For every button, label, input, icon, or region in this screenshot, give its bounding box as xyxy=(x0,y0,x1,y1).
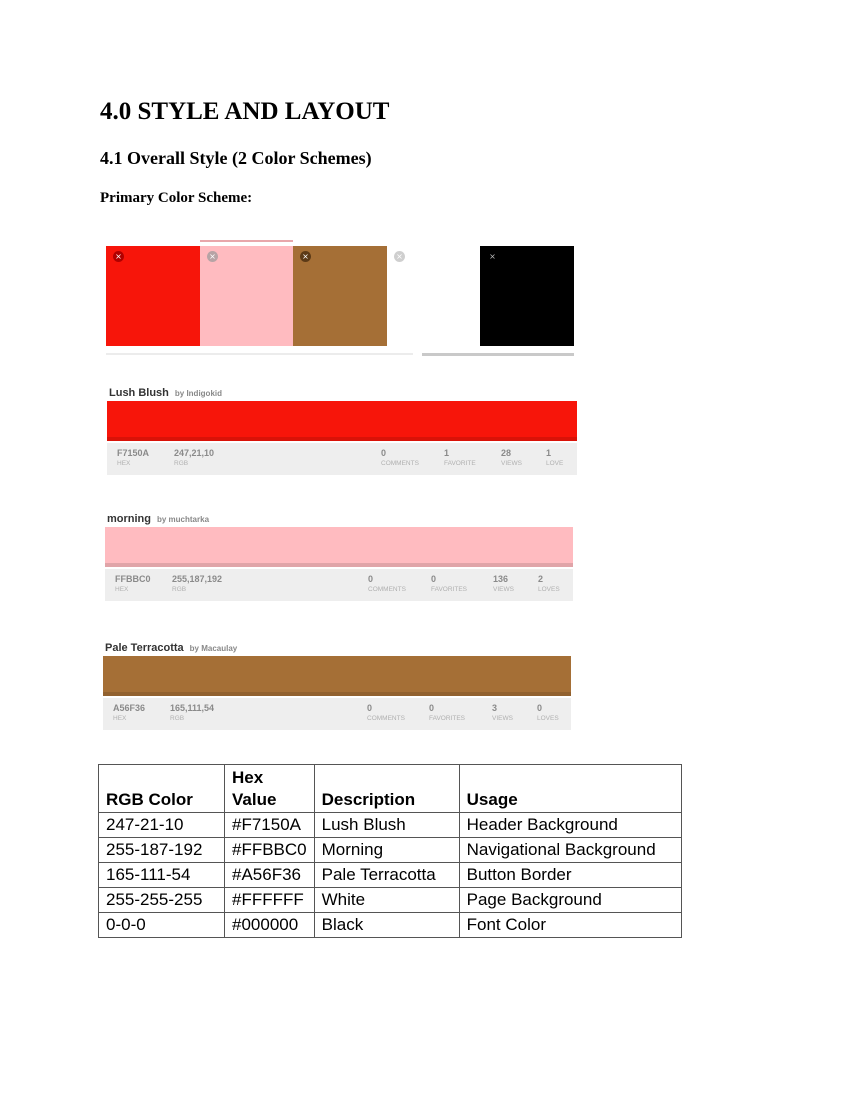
cell-description: Pale Terracotta xyxy=(314,863,459,888)
cell-hex: #A56F36 xyxy=(225,863,315,888)
hex-label: HEX xyxy=(117,460,131,467)
color-card-title xyxy=(107,513,209,525)
table-row xyxy=(99,838,682,863)
rgb-label: RGB xyxy=(172,586,187,593)
cell-usage: Navigational Background xyxy=(459,838,681,863)
color-stats xyxy=(103,698,571,730)
views-count: 28 xyxy=(501,448,512,458)
palette-swatch-black xyxy=(480,246,574,346)
views-label: VIEWS xyxy=(493,586,514,593)
color-author[interactable]: by Indigokid xyxy=(174,389,222,398)
color-author[interactable]: by muchtarka xyxy=(157,515,210,524)
favorites-label: FAVORITE xyxy=(444,460,476,467)
loves-label: LOVES xyxy=(537,715,559,722)
views-count: 136 xyxy=(493,574,509,584)
views-label: VIEWS xyxy=(492,715,513,722)
cell-rgb: 255-187-192 xyxy=(99,838,225,863)
color-author[interactable]: by Macaulay xyxy=(189,644,238,653)
hex-value: FFBBC0 xyxy=(115,574,151,584)
cell-hex: #FFBBC0 xyxy=(225,838,315,863)
rgb-value: 247,21,10 xyxy=(174,448,215,458)
palette-swatch-white xyxy=(387,246,480,346)
cell-usage: Button Border xyxy=(459,863,681,888)
close-icon[interactable]: × xyxy=(300,251,311,262)
color-band xyxy=(103,656,571,696)
cell-description: Lush Blush xyxy=(314,813,459,838)
favorites-count: 1 xyxy=(444,448,450,458)
cell-description: White xyxy=(314,888,459,913)
palette-scrollbar[interactable] xyxy=(422,353,574,356)
color-stats xyxy=(107,443,577,475)
comments-count: 0 xyxy=(368,574,374,584)
section-heading: 4.1 Overall Style (2 Color Schemes) xyxy=(100,148,372,168)
table-row xyxy=(99,888,682,913)
comments-label: COMMENTS xyxy=(367,715,405,722)
close-icon[interactable]: × xyxy=(113,251,124,262)
loves-count: 0 xyxy=(537,703,543,713)
loves-count: 1 xyxy=(546,448,552,458)
comments-count: 0 xyxy=(367,703,373,713)
rgb-label: RGB xyxy=(170,715,185,722)
cell-rgb: 255-255-255 xyxy=(99,888,225,913)
palette-swatch-red xyxy=(106,246,200,346)
hex-label: HEX xyxy=(113,715,127,722)
header-hex-text: Hex Value xyxy=(232,768,277,809)
header-hex-value xyxy=(225,765,315,813)
table-row xyxy=(99,863,682,888)
cell-rgb: 0-0-0 xyxy=(99,913,225,938)
close-icon[interactable]: × xyxy=(207,251,218,262)
close-icon[interactable]: × xyxy=(487,251,498,262)
header-description: Description xyxy=(314,765,459,813)
cell-rgb: 247-21-10 xyxy=(99,813,225,838)
color-name[interactable]: Pale Terracotta xyxy=(105,642,184,654)
cell-hex: #FFFFFF xyxy=(225,888,315,913)
color-name[interactable]: morning xyxy=(107,513,151,525)
cell-description: Morning xyxy=(314,838,459,863)
color-band xyxy=(105,527,573,567)
hex-value: F7150A xyxy=(117,448,150,458)
color-scheme-table xyxy=(98,764,682,938)
palette-swatch-pink xyxy=(200,246,293,346)
loves-count: 2 xyxy=(538,574,544,584)
color-card-title xyxy=(109,387,222,399)
color-stats xyxy=(105,569,573,601)
table-row xyxy=(99,813,682,838)
close-icon[interactable]: × xyxy=(394,251,405,262)
table-row xyxy=(99,913,682,938)
comments-label: COMMENTS xyxy=(368,586,406,593)
cell-hex: #F7150A xyxy=(225,813,315,838)
color-card-title xyxy=(105,642,237,654)
palette-top-line xyxy=(200,240,293,242)
comments-count: 0 xyxy=(381,448,387,458)
favorites-label: FAVORITES xyxy=(429,715,465,722)
rgb-value: 255,187,192 xyxy=(172,574,223,584)
color-name[interactable]: Lush Blush xyxy=(109,387,169,399)
loves-label: LOVE xyxy=(546,460,564,467)
scheme-heading: Primary Color Scheme: xyxy=(100,190,253,206)
cell-description: Black xyxy=(314,913,459,938)
views-count: 3 xyxy=(492,703,498,713)
views-label: VIEWS xyxy=(501,460,522,467)
hex-label: HEX xyxy=(115,586,129,593)
favorites-count: 0 xyxy=(429,703,435,713)
favorites-count: 0 xyxy=(431,574,437,584)
rgb-value: 165,111,54 xyxy=(170,703,215,713)
loves-label: LOVES xyxy=(538,586,560,593)
color-palette-strip xyxy=(106,240,576,360)
palette-bottom-line xyxy=(106,353,413,355)
cell-usage: Font Color xyxy=(459,913,681,938)
cell-rgb: 165-111-54 xyxy=(99,863,225,888)
table-header-row xyxy=(99,765,682,813)
comments-label: COMMENTS xyxy=(381,460,419,467)
header-rgb-color: RGB Color xyxy=(99,765,225,813)
hex-value: A56F36 xyxy=(113,703,146,713)
cell-usage: Page Background xyxy=(459,888,681,913)
page-title: 4.0 STYLE AND LAYOUT xyxy=(100,98,390,125)
favorites-label: FAVORITES xyxy=(431,586,467,593)
header-usage: Usage xyxy=(459,765,681,813)
color-band xyxy=(107,401,577,441)
cell-hex: #000000 xyxy=(225,913,315,938)
palette-swatch-terracotta xyxy=(293,246,387,346)
cell-usage: Header Background xyxy=(459,813,681,838)
rgb-label: RGB xyxy=(174,460,189,467)
